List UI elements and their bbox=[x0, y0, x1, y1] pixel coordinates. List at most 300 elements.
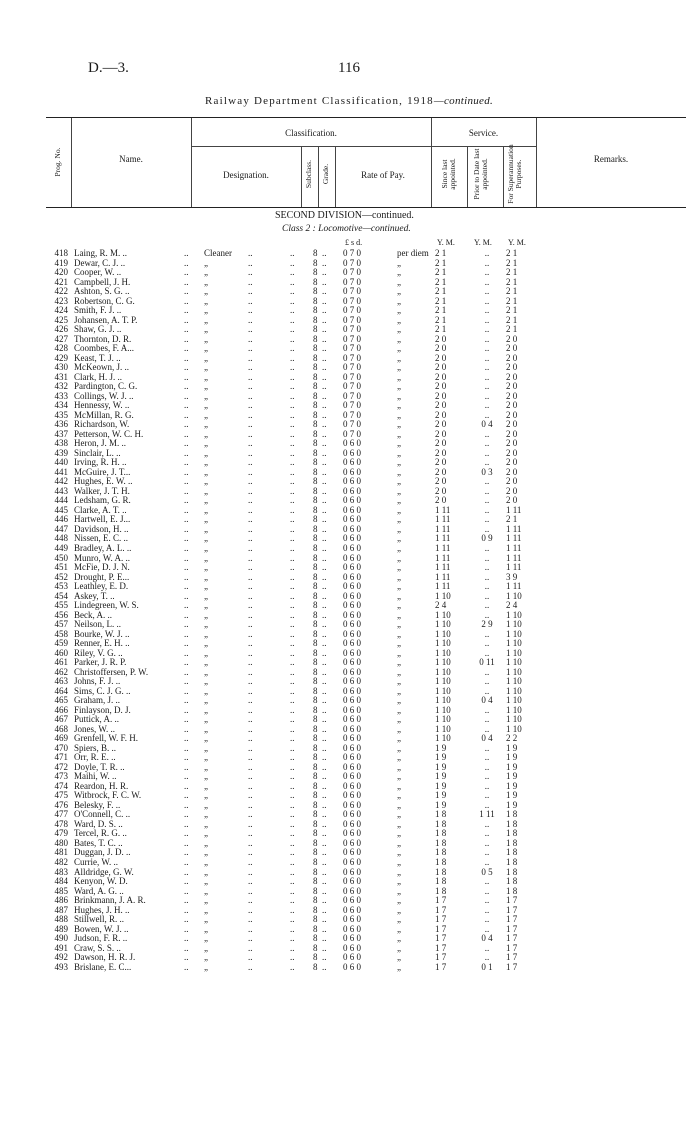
subclass-cell: 8 bbox=[313, 780, 318, 791]
superannuation-cell: 1 9 bbox=[506, 752, 518, 763]
leader-dots: .. bbox=[184, 933, 189, 944]
leader-dots: .. bbox=[290, 400, 295, 411]
subclass-cell: 8 bbox=[313, 276, 318, 287]
leader-dots: .. bbox=[248, 466, 253, 477]
superannuation-cell: 1 8 bbox=[506, 866, 518, 877]
since-last-cell: 2 0 bbox=[435, 476, 447, 487]
designation-cell: „ bbox=[204, 809, 208, 820]
subclass-cell: 8 bbox=[313, 447, 318, 458]
rate-cell: 0 7 0 bbox=[343, 276, 361, 287]
superannuation-cell: 1 9 bbox=[506, 771, 518, 782]
page-title bbox=[205, 95, 493, 107]
leader-dots: .. bbox=[322, 495, 327, 506]
prog-no-cell: 472 bbox=[54, 761, 68, 772]
leader-dots: .. bbox=[322, 914, 327, 925]
per-diem-cell: „ bbox=[397, 581, 401, 592]
leader-dots: .. bbox=[290, 695, 295, 706]
since-last-cell: 1 9 bbox=[435, 799, 447, 810]
prior-to-date-cell: .. bbox=[484, 647, 490, 658]
leader-dots: .. bbox=[290, 933, 295, 944]
leader-dots: .. bbox=[322, 295, 327, 306]
rate-cell: 0 6 0 bbox=[343, 609, 361, 620]
leader-dots: .. bbox=[184, 666, 189, 677]
prog-no-cell: 466 bbox=[54, 704, 68, 715]
prog-no-cell: 446 bbox=[54, 514, 68, 525]
leader-dots: .. bbox=[290, 809, 295, 820]
prior-to-date-cell: .. bbox=[484, 476, 490, 487]
name-cell: Doyle, T. R. .. bbox=[74, 761, 125, 772]
superannuation-cell: 1 10 bbox=[506, 590, 522, 601]
prog-no-cell: 464 bbox=[54, 685, 68, 696]
leader-dots: .. bbox=[290, 457, 295, 468]
rate-cell: 0 6 0 bbox=[343, 485, 361, 496]
leader-dots: .. bbox=[184, 761, 189, 772]
leader-dots: .. bbox=[290, 628, 295, 639]
rate-cell: 0 6 0 bbox=[343, 761, 361, 772]
leader-dots: .. bbox=[184, 609, 189, 620]
prog-no-cell: 418 bbox=[54, 248, 68, 258]
leader-dots: .. bbox=[322, 628, 327, 639]
superannuation-cell: 1 11 bbox=[506, 504, 522, 515]
name-cell: Clarke, A. T. .. bbox=[74, 504, 127, 515]
rate-cell: 0 6 0 bbox=[343, 619, 361, 630]
leader-dots: .. bbox=[184, 685, 189, 696]
per-diem-cell: „ bbox=[397, 552, 401, 563]
superannuation-cell: 1 7 bbox=[506, 942, 518, 953]
designation-cell: „ bbox=[204, 790, 208, 801]
per-diem-cell: „ bbox=[397, 485, 401, 496]
rate-cell: 0 7 0 bbox=[343, 362, 361, 373]
subclass-cell: 8 bbox=[313, 818, 318, 829]
since-last-cell: 2 0 bbox=[435, 428, 447, 439]
subclass-cell: 8 bbox=[313, 523, 318, 534]
since-last-cell: 1 10 bbox=[435, 628, 451, 639]
prog-no-cell: 485 bbox=[54, 885, 68, 896]
since-last-cell: 1 10 bbox=[435, 638, 451, 649]
name-cell: Smith, F. J. .. bbox=[74, 305, 122, 316]
leader-dots: .. bbox=[248, 933, 253, 944]
leader-dots: .. bbox=[184, 276, 189, 287]
prior-to-date-cell: 0 1 bbox=[481, 961, 493, 972]
leader-dots: .. bbox=[290, 828, 295, 839]
subclass-cell: 8 bbox=[313, 409, 318, 420]
designation-cell: „ bbox=[204, 333, 208, 344]
prior-to-date-cell: 0 11 bbox=[479, 657, 495, 668]
rate-cell: 0 6 0 bbox=[343, 466, 361, 477]
since-last-cell: 2 0 bbox=[435, 343, 447, 354]
since-last-cell: 1 8 bbox=[435, 885, 447, 896]
leader-dots: .. bbox=[184, 847, 189, 858]
name-cell: Craw, S. S. .. bbox=[74, 942, 121, 953]
leader-dots: .. bbox=[248, 714, 253, 725]
per-diem-cell: „ bbox=[397, 733, 401, 744]
since-last-cell: 2 0 bbox=[435, 466, 447, 477]
superannuation-cell: 2 0 bbox=[506, 409, 518, 420]
leader-dots: .. bbox=[290, 657, 295, 668]
prog-no-cell: 469 bbox=[54, 733, 68, 744]
prior-to-date-cell: .. bbox=[484, 457, 490, 468]
superannuation-cell: 2 0 bbox=[506, 362, 518, 373]
prog-no-cell: 422 bbox=[54, 286, 68, 297]
superannuation-cell: 1 9 bbox=[506, 799, 518, 810]
prog-no-cell: 480 bbox=[54, 837, 68, 848]
superannuation-cell: 1 8 bbox=[506, 809, 518, 820]
subclass-cell: 8 bbox=[313, 562, 318, 573]
per-diem-cell: „ bbox=[397, 476, 401, 487]
designation-cell: „ bbox=[204, 276, 208, 287]
designation-cell: „ bbox=[204, 666, 208, 677]
leader-dots: .. bbox=[248, 371, 253, 382]
prog-no-cell: 477 bbox=[54, 809, 68, 820]
per-diem-cell: „ bbox=[397, 647, 401, 658]
leader-dots: .. bbox=[248, 676, 253, 687]
leader-dots: .. bbox=[290, 666, 295, 677]
leader-dots: .. bbox=[322, 657, 327, 668]
leader-dots: .. bbox=[290, 952, 295, 963]
leader-dots: .. bbox=[322, 685, 327, 696]
superannuation-cell: 1 7 bbox=[506, 895, 518, 906]
superannuation-cell: 1 7 bbox=[506, 904, 518, 915]
rate-cell: 0 6 0 bbox=[343, 666, 361, 677]
designation-cell: „ bbox=[204, 314, 208, 325]
leader-dots: .. bbox=[248, 961, 253, 972]
name-cell: Bradley, A. L. .. bbox=[74, 542, 132, 553]
leader-dots: .. bbox=[248, 904, 253, 915]
per-diem-cell: „ bbox=[397, 381, 401, 392]
per-diem-cell: „ bbox=[397, 752, 401, 763]
superannuation-cell: 1 7 bbox=[506, 923, 518, 934]
rate-cell: 0 6 0 bbox=[343, 704, 361, 715]
subclass-cell: 8 bbox=[313, 714, 318, 725]
subclass-cell: 8 bbox=[313, 952, 318, 963]
leader-dots: .. bbox=[322, 837, 327, 848]
leader-dots: .. bbox=[184, 552, 189, 563]
leader-dots: .. bbox=[248, 286, 253, 297]
prog-no-cell: 437 bbox=[54, 428, 68, 439]
leader-dots: .. bbox=[322, 600, 327, 611]
leader-dots: .. bbox=[322, 419, 327, 430]
leader-dots: .. bbox=[322, 799, 327, 810]
designation-cell: „ bbox=[204, 419, 208, 430]
per-diem-cell: „ bbox=[397, 780, 401, 791]
prior-to-date-cell: .. bbox=[484, 857, 490, 867]
leader-dots: .. bbox=[322, 248, 327, 258]
name-cell: Hartwell, E. J... bbox=[74, 514, 131, 525]
prior-to-date-cell: .. bbox=[484, 704, 490, 715]
name-cell: Graham, J. .. bbox=[74, 695, 120, 706]
designation-cell: „ bbox=[204, 857, 208, 867]
designation-cell: „ bbox=[204, 647, 208, 658]
per-diem-cell: „ bbox=[397, 542, 401, 553]
per-diem-cell: „ bbox=[397, 619, 401, 630]
name-cell: Askey, T. .. bbox=[74, 590, 115, 601]
leader-dots: .. bbox=[184, 447, 189, 458]
designation-cell: „ bbox=[204, 305, 208, 316]
name-cell: Ward, A. G. .. bbox=[74, 885, 124, 896]
leader-dots: .. bbox=[248, 742, 253, 753]
prog-no-cell: 421 bbox=[54, 276, 68, 287]
designation-cell: „ bbox=[204, 914, 208, 925]
name-cell: Neilson, L. .. bbox=[74, 619, 121, 630]
leader-dots: .. bbox=[248, 847, 253, 858]
leader-dots: .. bbox=[248, 828, 253, 839]
superannuation-cell: 1 11 bbox=[506, 542, 522, 553]
leader-dots: .. bbox=[322, 362, 327, 373]
rate-cell: 0 6 0 bbox=[343, 866, 361, 877]
prior-to-date-cell: .. bbox=[484, 847, 490, 858]
leader-dots: .. bbox=[290, 704, 295, 715]
prior-to-date-cell: 0 4 bbox=[481, 419, 493, 430]
prior-to-date-cell: .. bbox=[484, 390, 490, 401]
rate-cell: 0 6 0 bbox=[343, 447, 361, 458]
since-last-cell: 2 0 bbox=[435, 438, 447, 449]
subclass-cell: 8 bbox=[313, 771, 318, 782]
prog-no-cell: 425 bbox=[54, 314, 68, 325]
name-cell: McFie, D. J. N. bbox=[74, 562, 130, 573]
per-diem-cell: „ bbox=[397, 904, 401, 915]
per-diem-cell: „ bbox=[397, 609, 401, 620]
since-last-cell: 2 0 bbox=[435, 419, 447, 430]
subclass-cell: 8 bbox=[313, 638, 318, 649]
leader-dots: .. bbox=[322, 466, 327, 477]
subclass-cell: 8 bbox=[313, 799, 318, 810]
subclass-cell: 8 bbox=[313, 733, 318, 744]
since-last-cell: 1 8 bbox=[435, 866, 447, 877]
subclass-cell: 8 bbox=[313, 619, 318, 630]
leader-dots: .. bbox=[322, 647, 327, 658]
subclass-cell: 8 bbox=[313, 466, 318, 477]
since-last-cell: 1 9 bbox=[435, 742, 447, 753]
leader-dots: .. bbox=[248, 695, 253, 706]
prog-no-cell: 454 bbox=[54, 590, 68, 601]
subclass-cell: 8 bbox=[313, 676, 318, 687]
superannuation-cell: 1 11 bbox=[506, 552, 522, 563]
since-last-cell: 2 0 bbox=[435, 381, 447, 392]
leader-dots: .. bbox=[248, 799, 253, 810]
leader-dots: .. bbox=[290, 942, 295, 953]
subclass-cell: 8 bbox=[313, 837, 318, 848]
rate-cell: 0 6 0 bbox=[343, 818, 361, 829]
leader-dots: .. bbox=[322, 533, 327, 544]
name-cell: Puttick, A. .. bbox=[74, 714, 120, 725]
leader-dots: .. bbox=[322, 523, 327, 534]
superannuation-cell: 1 7 bbox=[506, 952, 518, 963]
leader-dots: .. bbox=[248, 619, 253, 630]
superannuation-cell: 2 0 bbox=[506, 343, 518, 354]
leader-dots: .. bbox=[322, 876, 327, 887]
leader-dots: .. bbox=[290, 485, 295, 496]
designation-cell: „ bbox=[204, 771, 208, 782]
superannuation-cell: 1 8 bbox=[506, 876, 518, 887]
prior-to-date-cell: .. bbox=[484, 685, 490, 696]
leader-dots: .. bbox=[184, 457, 189, 468]
leader-dots: .. bbox=[184, 695, 189, 706]
per-diem-cell: „ bbox=[397, 685, 401, 696]
rate-cell: 0 6 0 bbox=[343, 695, 361, 706]
subclass-cell: 8 bbox=[313, 305, 318, 316]
since-last-cell: 1 7 bbox=[435, 933, 447, 944]
leader-dots: .. bbox=[290, 752, 295, 763]
prior-to-date-cell: 0 4 bbox=[481, 933, 493, 944]
superannuation-cell: 2 0 bbox=[506, 485, 518, 496]
per-diem-cell: per diem bbox=[397, 248, 429, 258]
superannuation-cell: 2 1 bbox=[506, 324, 518, 335]
since-last-cell: 1 10 bbox=[435, 733, 451, 744]
prior-to-date-cell: 1 11 bbox=[479, 809, 495, 820]
since-last-cell: 2 0 bbox=[435, 409, 447, 420]
rate-cell: 0 7 0 bbox=[343, 324, 361, 335]
since-last-cell: 2 0 bbox=[435, 447, 447, 458]
per-diem-cell: „ bbox=[397, 714, 401, 725]
leader-dots: .. bbox=[290, 866, 295, 877]
prior-to-date-cell: .. bbox=[484, 295, 490, 306]
since-last-cell: 1 10 bbox=[435, 723, 451, 734]
since-last-cell: 1 11 bbox=[435, 504, 451, 515]
leader-dots: .. bbox=[290, 895, 295, 906]
leader-dots: .. bbox=[184, 876, 189, 887]
prog-no-cell: 487 bbox=[54, 904, 68, 915]
name-cell: McGuire, J. T... bbox=[74, 466, 131, 477]
leader-dots: .. bbox=[184, 428, 189, 439]
rate-cell: 0 7 0 bbox=[343, 257, 361, 268]
leader-dots: .. bbox=[248, 295, 253, 306]
prior-to-date-cell: .. bbox=[484, 828, 490, 839]
subclass-cell: 8 bbox=[313, 571, 318, 582]
leader-dots: .. bbox=[248, 638, 253, 649]
since-last-cell: 2 1 bbox=[435, 324, 447, 335]
prog-no-cell: 447 bbox=[54, 523, 68, 534]
units-ym-prior: Y. M. bbox=[474, 238, 492, 247]
prior-to-date-cell: .. bbox=[484, 771, 490, 782]
per-diem-cell: „ bbox=[397, 333, 401, 344]
prog-no-cell: 441 bbox=[54, 466, 68, 477]
prior-to-date-cell: .. bbox=[484, 895, 490, 906]
name-cell: Petterson, W. C. H. bbox=[74, 428, 144, 439]
leader-dots: .. bbox=[248, 523, 253, 534]
per-diem-cell: „ bbox=[397, 419, 401, 430]
leader-dots: .. bbox=[184, 895, 189, 906]
name-cell: Robertson, C. G. bbox=[74, 295, 135, 306]
subclass-cell: 8 bbox=[313, 438, 318, 449]
leader-dots: .. bbox=[184, 885, 189, 896]
rate-cell: 0 6 0 bbox=[343, 552, 361, 563]
subclass-cell: 8 bbox=[313, 761, 318, 772]
leader-dots: .. bbox=[248, 267, 253, 278]
designation-cell: „ bbox=[204, 761, 208, 772]
subclass-cell: 8 bbox=[313, 419, 318, 430]
name-cell: Munro, W. A. .. bbox=[74, 552, 131, 563]
rate-cell: 0 6 0 bbox=[343, 847, 361, 858]
leader-dots: .. bbox=[322, 305, 327, 316]
leader-dots: .. bbox=[184, 771, 189, 782]
superannuation-cell: 1 8 bbox=[506, 847, 518, 858]
since-last-cell: 1 11 bbox=[435, 542, 451, 553]
since-last-cell: 1 9 bbox=[435, 790, 447, 801]
superannuation-cell: 2 0 bbox=[506, 476, 518, 487]
per-diem-cell: „ bbox=[397, 628, 401, 639]
name-cell: Bourke, W. J. .. bbox=[74, 628, 130, 639]
prior-to-date-cell: .. bbox=[484, 267, 490, 278]
superannuation-cell: 1 9 bbox=[506, 780, 518, 791]
rate-cell: 0 7 0 bbox=[343, 267, 361, 278]
leader-dots: .. bbox=[322, 400, 327, 411]
rate-cell: 0 6 0 bbox=[343, 685, 361, 696]
superannuation-cell: 1 7 bbox=[506, 914, 518, 925]
rate-cell: 0 7 0 bbox=[343, 419, 361, 430]
rate-cell: 0 6 0 bbox=[343, 676, 361, 687]
name-cell: Ward, D. S. .. bbox=[74, 818, 123, 829]
leader-dots: .. bbox=[322, 733, 327, 744]
superannuation-cell: 2 1 bbox=[506, 305, 518, 316]
prior-to-date-cell: .. bbox=[484, 952, 490, 963]
prior-to-date-cell: .. bbox=[484, 514, 490, 525]
subclass-cell: 8 bbox=[313, 333, 318, 344]
staff-table-body bbox=[0, 249, 700, 972]
leader-dots: .. bbox=[322, 771, 327, 782]
leader-dots: .. bbox=[184, 914, 189, 925]
designation-cell: „ bbox=[204, 542, 208, 553]
prog-no-cell: 457 bbox=[54, 619, 68, 630]
subclass-cell: 8 bbox=[313, 324, 318, 335]
subclass-cell: 8 bbox=[313, 248, 318, 258]
since-last-cell: 2 0 bbox=[435, 371, 447, 382]
designation-cell: „ bbox=[204, 695, 208, 706]
subclass-cell: 8 bbox=[313, 904, 318, 915]
superannuation-cell: 2 0 bbox=[506, 419, 518, 430]
name-cell: Beck, A. .. bbox=[74, 609, 112, 620]
leader-dots: .. bbox=[184, 371, 189, 382]
prior-to-date-cell: 0 3 bbox=[481, 466, 493, 477]
rate-cell: 0 6 0 bbox=[343, 647, 361, 658]
header-service: Service. bbox=[468, 128, 499, 138]
leader-dots: .. bbox=[322, 428, 327, 439]
since-last-cell: 2 1 bbox=[435, 276, 447, 287]
since-last-cell: 2 1 bbox=[435, 248, 447, 258]
since-last-cell: 1 10 bbox=[435, 666, 451, 677]
prog-no-cell: 455 bbox=[54, 600, 68, 611]
leader-dots: .. bbox=[184, 799, 189, 810]
leader-dots: .. bbox=[290, 571, 295, 582]
rate-cell: 0 6 0 bbox=[343, 542, 361, 553]
leader-dots: .. bbox=[248, 942, 253, 953]
subclass-cell: 8 bbox=[313, 590, 318, 601]
leader-dots: .. bbox=[248, 857, 253, 867]
superannuation-cell: 2 0 bbox=[506, 390, 518, 401]
since-last-cell: 1 7 bbox=[435, 923, 447, 934]
name-cell: Clark, H. J. .. bbox=[74, 371, 122, 382]
leader-dots: .. bbox=[248, 495, 253, 506]
since-last-cell: 1 9 bbox=[435, 761, 447, 772]
subclass-cell: 8 bbox=[313, 809, 318, 820]
prog-no-cell: 427 bbox=[54, 333, 68, 344]
leader-dots: .. bbox=[290, 714, 295, 725]
leader-dots: .. bbox=[184, 628, 189, 639]
prior-to-date-cell: .. bbox=[484, 714, 490, 725]
superannuation-cell: 2 0 bbox=[506, 457, 518, 468]
subclass-cell: 8 bbox=[313, 723, 318, 734]
per-diem-cell: „ bbox=[397, 276, 401, 287]
leader-dots: .. bbox=[290, 533, 295, 544]
leader-dots: .. bbox=[322, 476, 327, 487]
designation-cell: „ bbox=[204, 390, 208, 401]
designation-cell: „ bbox=[204, 638, 208, 649]
designation-cell: „ bbox=[204, 723, 208, 734]
name-cell: Laing, R. M. .. bbox=[74, 248, 127, 258]
rate-cell: 0 6 0 bbox=[343, 904, 361, 915]
leader-dots: .. bbox=[184, 619, 189, 630]
designation-cell: „ bbox=[204, 923, 208, 934]
leader-dots: .. bbox=[248, 885, 253, 896]
